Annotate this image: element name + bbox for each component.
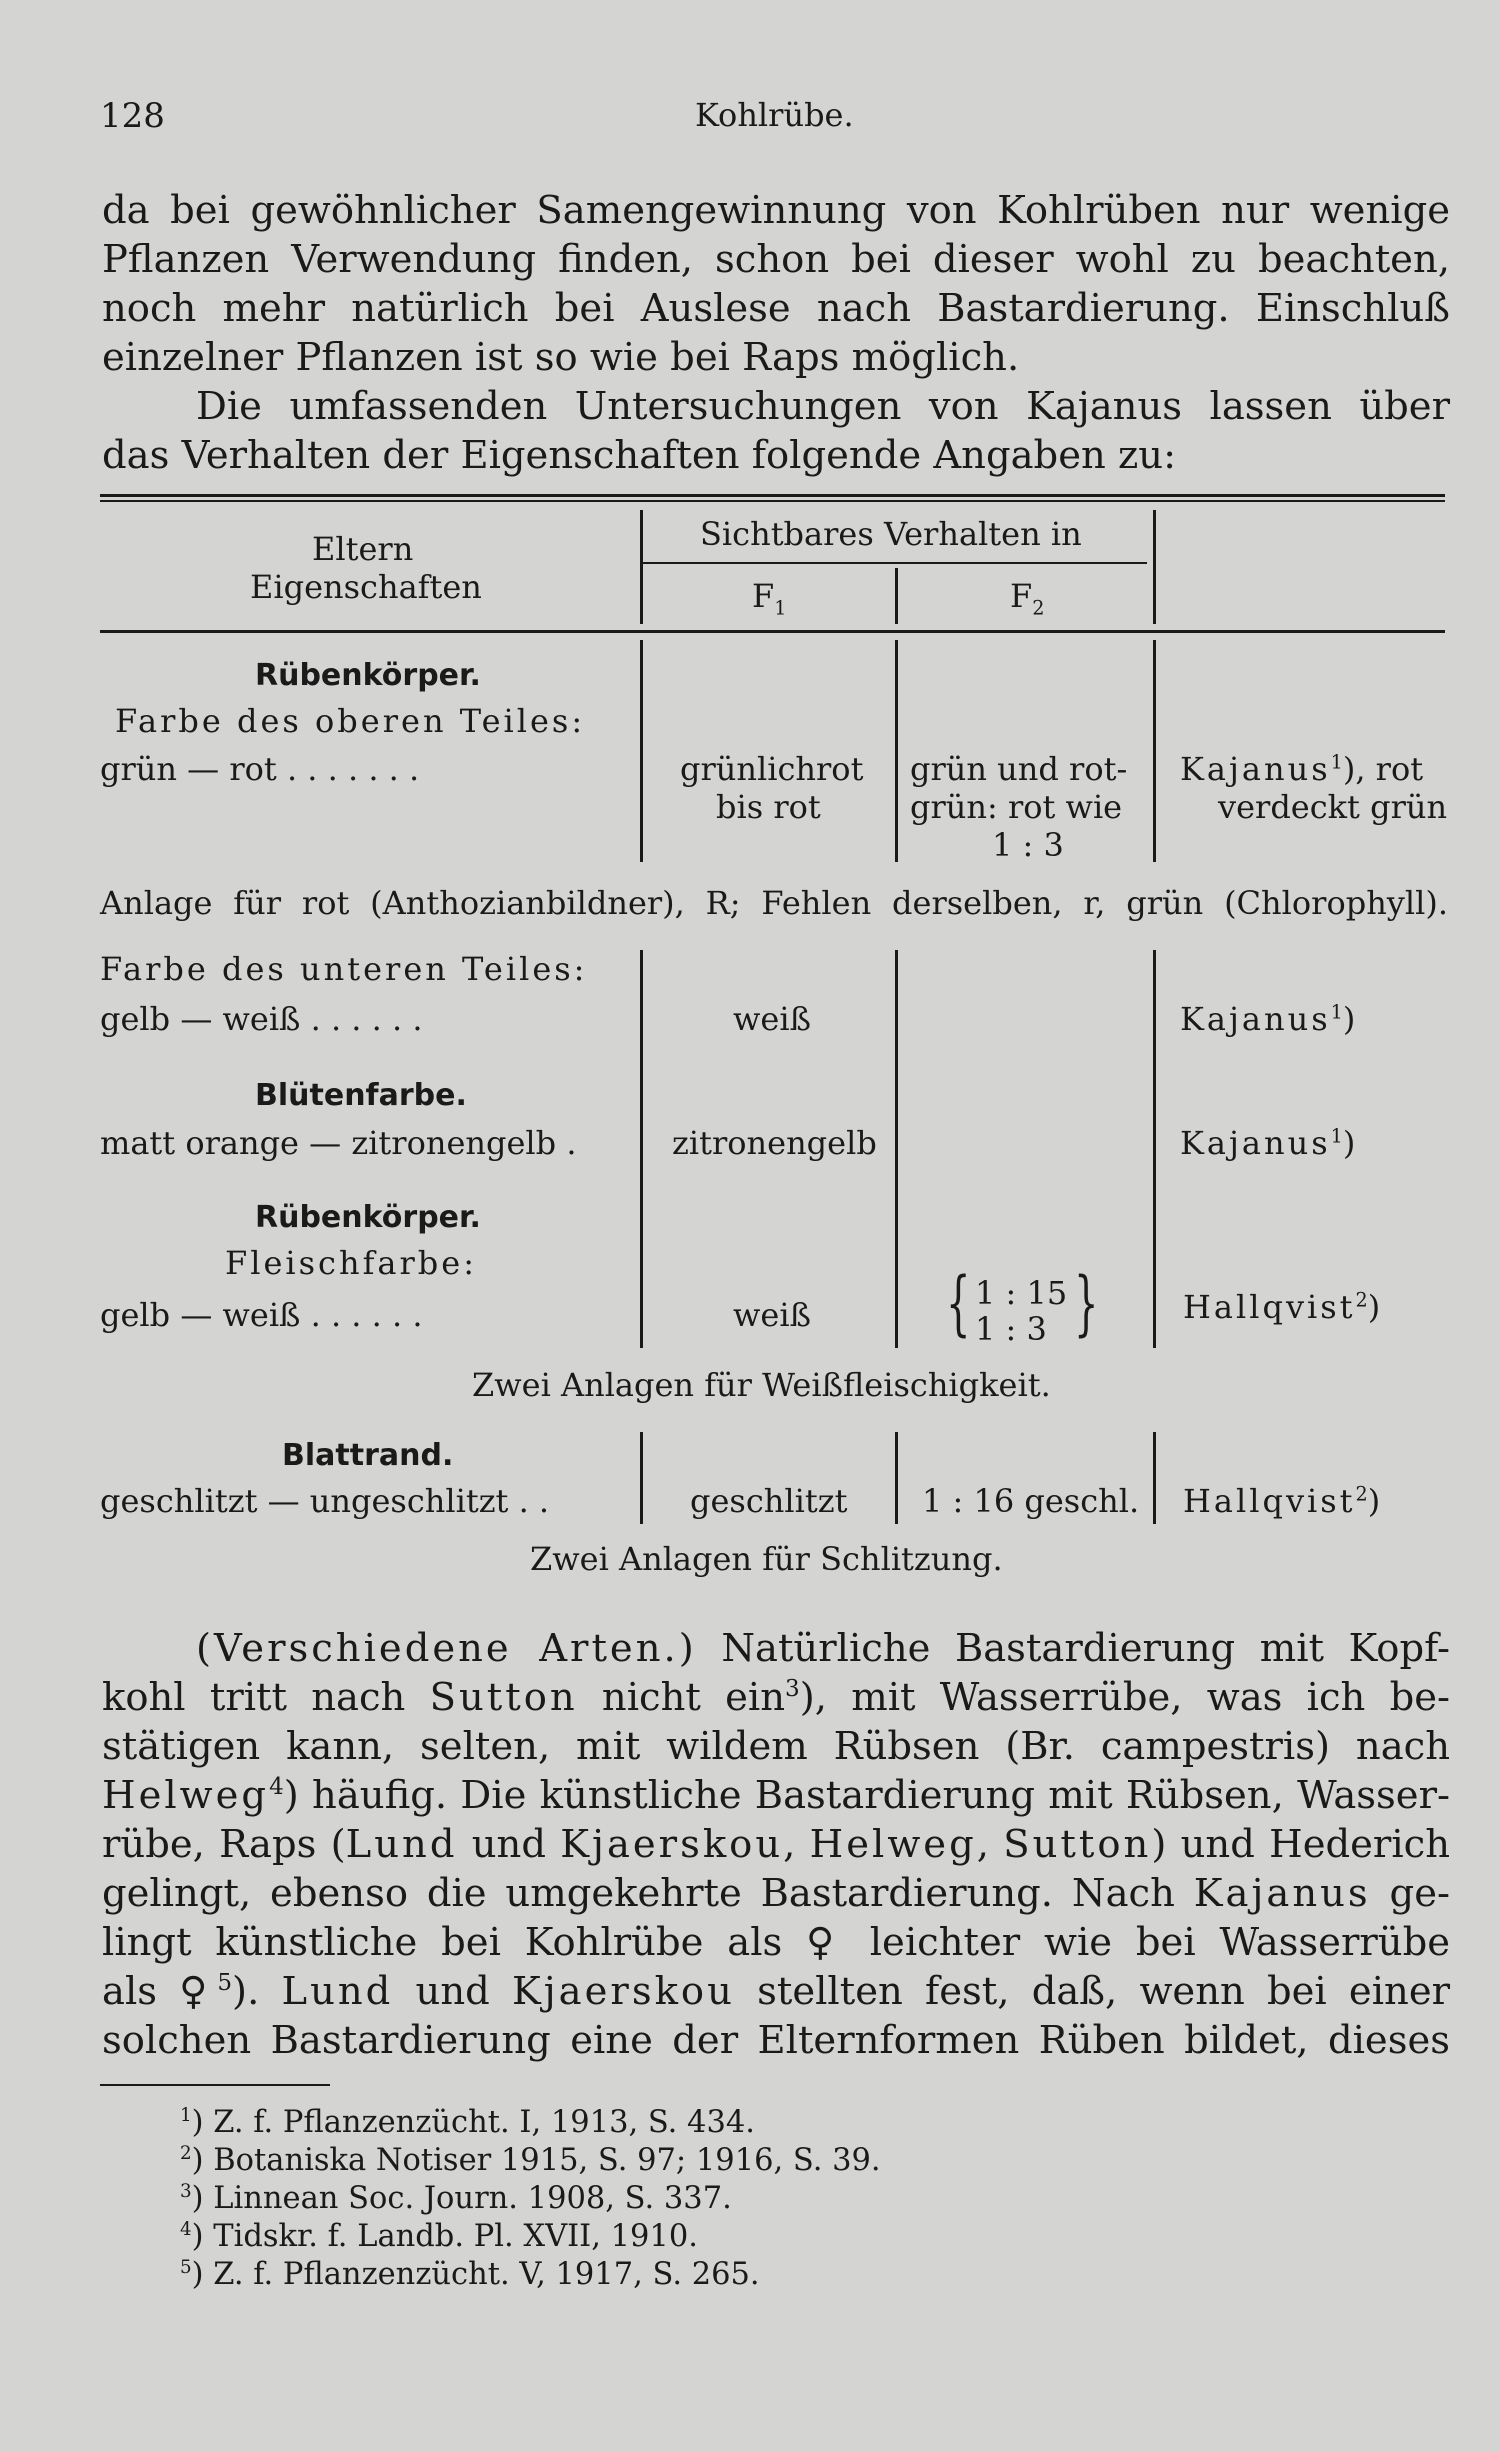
col-divider: [640, 950, 643, 1348]
head-eltern: Eltern: [312, 530, 414, 568]
col-divider: [895, 640, 898, 862]
text-run: und: [457, 1822, 561, 1867]
author-name: Helweg: [809, 1822, 977, 1867]
block3-trait: matt orange — zitronengelb .: [100, 1124, 577, 1162]
block4-f1: weiß: [733, 1296, 811, 1334]
table-top-rule-2: [100, 500, 1445, 502]
head-f2-letter: F: [1010, 577, 1033, 615]
block5-heading: Blattrand.: [282, 1438, 454, 1473]
footnote-mark: 1: [180, 2104, 192, 2126]
head-f1: [752, 577, 787, 620]
table-note-anlage: Anlage für rot (Anthozianbildner), R; Fehlen derselben, r, grün (Chlorophyll).: [100, 884, 1448, 922]
col-divider: [895, 568, 898, 624]
footnote-mark: 5: [180, 2256, 192, 2278]
block1-f2-b: grün: rot wie: [910, 788, 1123, 826]
text-run: ), mit Wasserrübe, was ich be-: [799, 1675, 1451, 1720]
body-paragraph: [102, 1624, 1450, 2065]
text-run: ).: [232, 1969, 282, 2014]
block2-f1: weiß: [733, 1000, 811, 1038]
author-name: Kjaerskou: [511, 1969, 735, 2014]
author-name: Sutton: [1003, 1822, 1152, 1867]
footnote: [180, 2256, 760, 2294]
footnote: [180, 2142, 881, 2180]
block5-f1: geschlitzt: [690, 1482, 848, 1520]
block5-f2: 1 : 16 geschl.: [922, 1482, 1140, 1520]
head-f1-sub: 1: [774, 596, 787, 620]
body-line: [102, 1967, 1450, 2016]
block1-f2-c: 1 : 3: [992, 826, 1064, 864]
intro-line: das Verhalten der Eigenschaften folgende Angaben zu:: [102, 433, 1177, 478]
footnote-ref: 3: [785, 1676, 800, 1703]
page-number: 128: [100, 96, 165, 136]
footnote: [180, 2218, 698, 2256]
body-line: [102, 1771, 1450, 1820]
intro-line: da bei gewöhnlicher Samengewinnung von Kohlrüben nur wenige: [102, 188, 1450, 233]
block2-sub: Farbe des unteren Teiles:: [100, 950, 588, 988]
block1-f2-a: grün und rot-: [910, 750, 1128, 788]
footnote-ref: 1: [1330, 1124, 1343, 1148]
author-name: Helweg: [102, 1773, 270, 1818]
block4-sub: Fleischfarbe:: [225, 1244, 477, 1282]
head-sichtbares: Sichtbares Verhalten in: [700, 515, 1082, 553]
col-divider: [640, 640, 643, 862]
intro-paragraph: [102, 186, 1450, 480]
text-run: Natürliche Bastardierung mit Kopf-: [696, 1626, 1450, 1671]
col-divider: [895, 1432, 898, 1524]
footnote-ref: 4: [269, 1774, 284, 1801]
footnote-text: ) Z. f. Pflanzenzücht. I, 1913, S. 434.: [191, 2105, 755, 2140]
footnote-text: ) Linnean Soc. Journ. 1908, S. 337.: [191, 2181, 732, 2216]
block3-f1: zitronengelb: [672, 1124, 877, 1162]
block4-f2-b: 1 : 3: [975, 1310, 1047, 1348]
text-run: und: [393, 1969, 512, 2014]
head-f2: [1010, 577, 1045, 620]
table-head-rule: [100, 630, 1445, 633]
col-divider: [640, 510, 643, 624]
block5-trait: geschlitzt — ungeschlitzt . .: [100, 1482, 550, 1520]
text-run: als ♀: [102, 1969, 218, 2014]
body-line: lingt künstliche bei Kohlrübe als ♀ leichter wie bei Wasserrübe: [102, 1920, 1450, 1965]
text-run: gelingt, ebenso die umgekehrte Bastardierung. Nach: [102, 1871, 1194, 1916]
col-divider: [1153, 950, 1156, 1348]
text-run: ge-: [1370, 1871, 1450, 1916]
source-close: ): [1367, 1288, 1381, 1326]
block1-sub: Farbe des oberen Teiles:: [115, 702, 586, 740]
body-line: stätigen kann, selten, mit wildem Rübsen (Br. campestris) nach: [102, 1724, 1450, 1769]
block4-heading: Rübenkörper.: [255, 1200, 481, 1235]
body-line: solchen Bastardierung eine der Elternformen Rüben bildet, dieses: [102, 2018, 1450, 2063]
source-name: Kajanus: [1180, 750, 1331, 788]
source-rest: ), rot: [1342, 750, 1424, 788]
intro-line: Pflanzen Verwendung finden, schon bei dieser wohl zu beachten,: [102, 237, 1450, 282]
block1-f1-b: bis rot: [716, 788, 821, 826]
footnote: [180, 2180, 732, 2218]
source-close: ): [1342, 1000, 1356, 1038]
source-name: Hallqvist: [1183, 1288, 1356, 1326]
author-name: Sutton: [429, 1675, 578, 1720]
text-run: ,: [783, 1822, 810, 1867]
footnote-ref: 5: [217, 1970, 233, 1997]
text-run: nicht ein: [577, 1675, 786, 1720]
footnote-text: ) Tidskr. f. Landb. Pl. XVII, 1910.: [191, 2219, 698, 2254]
body-line: [102, 1673, 1450, 1722]
sichtbares-rule: [642, 562, 1147, 564]
source-name: Kajanus: [1180, 1124, 1331, 1162]
text-run: ) häufig. Die künstliche Bastardierung mit Rübsen, Wasser-: [283, 1773, 1450, 1818]
block4-trait: gelb — weiß . . . . . .: [100, 1296, 423, 1334]
section-label: (Verschiedene Arten.): [196, 1626, 697, 1671]
author-name: Kajanus: [1193, 1871, 1371, 1916]
footnote-mark: 2: [180, 2142, 192, 2164]
footnote-mark: 4: [180, 2218, 192, 2240]
source-name: Hallqvist: [1183, 1482, 1356, 1520]
body-line: [102, 1820, 1450, 1869]
text-run: stellten fest, daß, wenn bei einer: [734, 1969, 1451, 2014]
left-brace: {: [946, 1262, 971, 1344]
right-brace: }: [1074, 1262, 1099, 1344]
intro-line: noch mehr natürlich bei Auslese nach Bastardierung. Einschluß: [102, 286, 1450, 331]
text-run: ,: [976, 1822, 1004, 1867]
col-divider: [1153, 640, 1156, 862]
text-run: kohl tritt nach: [102, 1675, 430, 1720]
head-f2-sub: 2: [1032, 596, 1045, 620]
footnote-ref: 1: [1330, 750, 1343, 774]
intro-line: einzelner Pflanzen ist so wie bei Raps möglich.: [102, 335, 1020, 380]
author-name: Lund: [281, 1969, 394, 2014]
running-title: Kohlrübe.: [695, 96, 854, 134]
col-divider: [1153, 1432, 1156, 1524]
source-close: ): [1367, 1482, 1381, 1520]
block1-trait: grün — rot . . . . . . .: [100, 750, 420, 788]
col-divider: [640, 1432, 643, 1524]
text-run: rübe, Raps (: [102, 1822, 346, 1867]
body-line: [102, 1624, 1450, 1673]
source-close: ): [1342, 1124, 1356, 1162]
block4-source: [1183, 1288, 1380, 1326]
footnote-rule: [100, 2084, 330, 2086]
footnote-ref: 1: [1330, 1000, 1343, 1024]
block1-source: [1180, 750, 1423, 788]
author-name: Lund: [345, 1822, 458, 1867]
block1-f1-a: grünlichrot: [680, 750, 864, 788]
body-line: [102, 1869, 1450, 1918]
block1-heading: Rübenkörper.: [255, 658, 481, 693]
block2-source: [1180, 1000, 1355, 1038]
table-note-weissfleischig: Zwei Anlagen für Weißfleischigkeit.: [472, 1366, 1051, 1404]
footnote-ref: 2: [1355, 1288, 1368, 1312]
table-top-rule: [100, 494, 1445, 497]
block3-heading: Blütenfarbe.: [255, 1078, 467, 1113]
intro-line: Die umfassenden Untersuchungen von Kajanus lassen über: [196, 384, 1450, 429]
block5-source: [1183, 1482, 1380, 1520]
block1-source-b: verdeckt grün: [1218, 788, 1448, 826]
footnote-text: ) Botaniska Notiser 1915, S. 97; 1916, S. 39.: [191, 2143, 881, 2178]
block4-f2-a: 1 : 15: [975, 1274, 1068, 1312]
col-divider: [1153, 510, 1156, 624]
footnote-mark: 3: [180, 2180, 192, 2202]
footnote: [180, 2104, 755, 2142]
author-name: Kjaerskou: [560, 1822, 784, 1867]
footnote-text: ) Z. f. Pflanzenzücht. V, 1917, S. 265.: [191, 2257, 760, 2292]
footnote-ref: 2: [1355, 1482, 1368, 1506]
text-run: ) und Hederich: [1151, 1822, 1450, 1867]
head-eigenschaften: Eigenschaften: [250, 568, 482, 606]
source-name: Kajanus: [1180, 1000, 1331, 1038]
block3-source: [1180, 1124, 1355, 1162]
col-divider: [895, 950, 898, 1348]
table-note-schlitzung: Zwei Anlagen für Schlitzung.: [530, 1540, 1003, 1578]
block2-trait: gelb — weiß . . . . . .: [100, 1000, 423, 1038]
head-f1-letter: F: [752, 577, 775, 615]
